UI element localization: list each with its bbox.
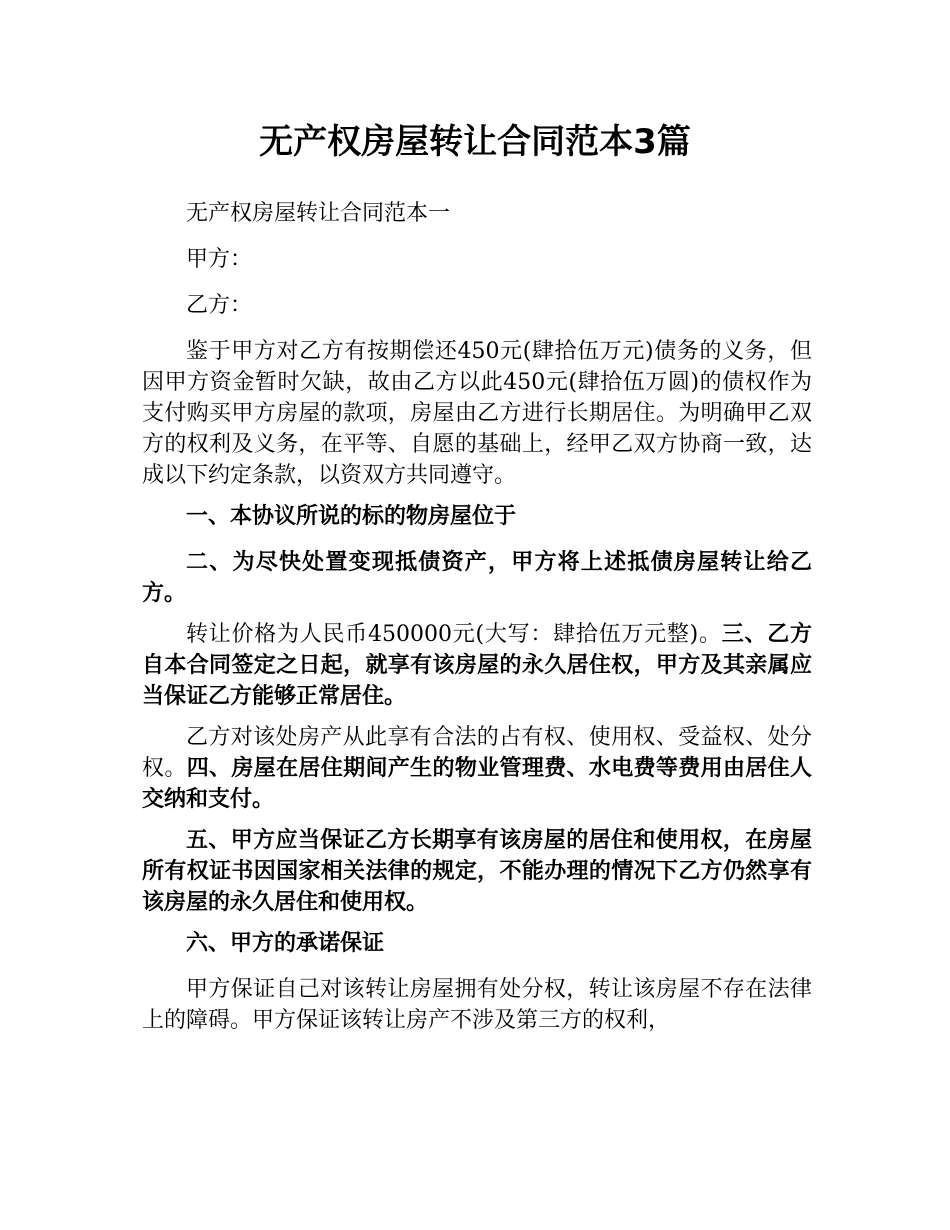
party-b-line: 乙方：: [186, 293, 253, 318]
preamble-paragraph: 鉴于甲方对乙方有按期偿还450元(肆拾伍万元)债务的义务，但因甲方资金暂时欠缺，故由乙方以此450元(肆拾伍万圆)的债权作为支付购买甲方房屋的款项，房屋由乙方进行长期居住。为明确甲乙双方的权利及义务，在平等、自愿的基础上，经甲乙双方协商一致，达成以下约定条款，以资双方共同遵守。: [142, 339, 812, 488]
price-paragraph: [142, 619, 812, 712]
rights-paragraph: [142, 722, 812, 815]
clause-6-heading: 六、甲方的承诺保证: [186, 931, 385, 956]
clause-4-text: 四、房屋在居住期间产生的物业管理费、水电费等费用由居住人交纳和支付。: [142, 756, 812, 812]
guarantee-paragraph: 甲方保证自己对该转让房屋拥有处分权，转让该房屋不存在法律上的障碍。甲方保证该转让房产不涉及第三方的权利，: [142, 977, 812, 1033]
document-body: [142, 198, 812, 1046]
document-title: 无产权房屋转让合同范本3篇: [259, 122, 691, 162]
clause-5-paragraph: 五、甲方应当保证乙方长期享有该房屋的居住和使用权，在房屋所有权证书因国家相关法律的规定，不能办理的情况下乙方仍然享有该房屋的永久居住和使用权。: [142, 828, 812, 915]
clause-2-heading: 二、为尽快处置变现抵债资产，甲方将上述抵债房屋转让给乙方。: [142, 550, 812, 606]
clause-3-text: 三、乙方自本合同签定之日起，就享有该房屋的永久居住权，甲方及其亲属应当保证乙方能够正常居住。: [142, 622, 812, 709]
clause-1-heading: 一、本协议所说的标的物房屋位于: [186, 504, 517, 529]
rights-text: 乙方对该处房产从此享有合法的占有权、使用权、受益权、处分权。: [142, 725, 812, 781]
price-text: 转让价格为人民币450000元(大写：肆拾伍万元整)。: [186, 622, 722, 647]
party-a-line: 甲方：: [186, 247, 253, 272]
contract-subtitle: 无产权房屋转让合同范本一: [186, 201, 451, 226]
